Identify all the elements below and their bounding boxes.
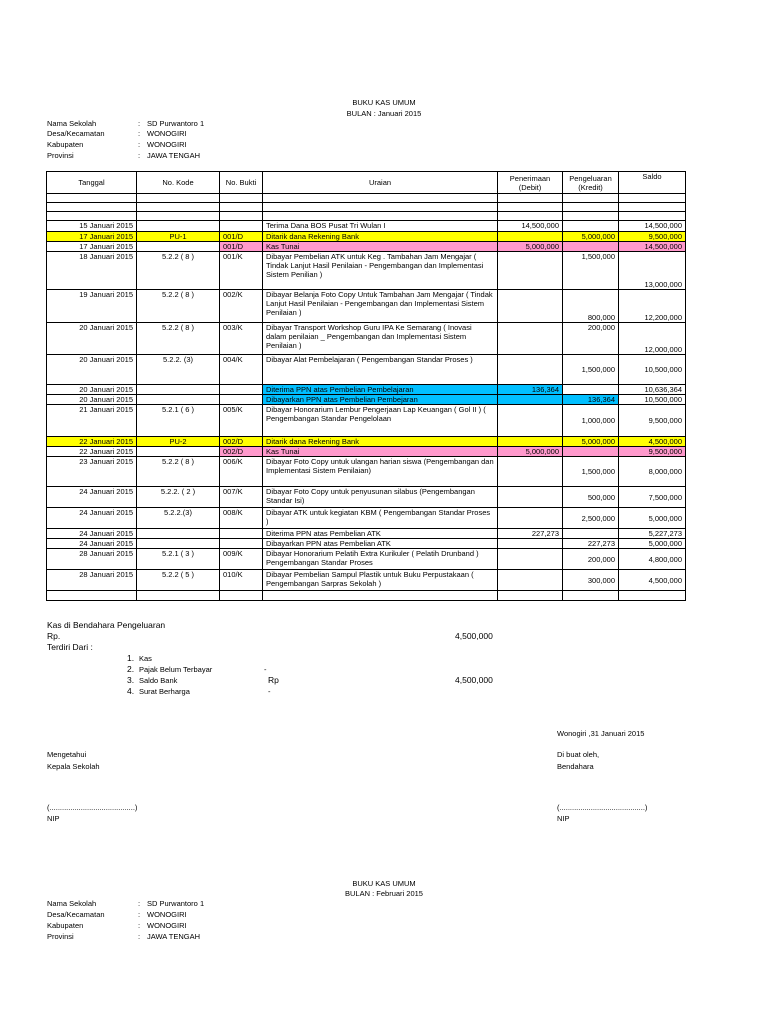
cell-kode (137, 529, 220, 539)
header-kredit: Pengeluaran (Kredit) (563, 172, 619, 194)
info-value: WONOGIRI (147, 910, 187, 919)
info-label: Desa/Kecamatan (47, 129, 105, 138)
cell-tanggal: 20 Januari 2015 (47, 385, 137, 395)
cell-saldo: 5,227,273 (619, 529, 686, 539)
cell-kode: 5.2.2.(3) (137, 508, 220, 529)
cell-saldo: 14,500,000 (619, 242, 686, 252)
table-row (47, 242, 686, 252)
cell-kredit (563, 242, 619, 252)
info-label: Provinsi (47, 151, 74, 160)
page-title-2: BUKU KAS UMUM (352, 879, 416, 888)
cell-tanggal: 15 Januari 2015 (47, 221, 137, 232)
info-colon: : (138, 140, 141, 149)
item-number: 2. (127, 664, 135, 674)
item-number: 1. (127, 653, 135, 663)
cell-kredit: 200,000 (563, 549, 619, 570)
cell-kredit: 1,000,000 (563, 405, 619, 437)
item-mark: - (264, 665, 267, 674)
cell-bukti: 001/D (220, 232, 263, 242)
cell-kode: 5.2.2 ( 8 ) (137, 252, 220, 290)
table-row (47, 487, 686, 508)
info-value: SD Purwantoro 1 (147, 119, 205, 128)
cell-debit (498, 323, 563, 355)
cell-kredit: 1,500,000 (563, 355, 619, 385)
cell-bukti: 004/K (220, 355, 263, 385)
cell-kredit: 800,000 (563, 290, 619, 323)
cell-bukti (220, 529, 263, 539)
cell-debit (498, 549, 563, 570)
cell-tanggal: 24 Januari 2015 (47, 539, 137, 549)
cell-bukti: 002/K (220, 290, 263, 323)
table-row (47, 508, 686, 529)
cell-bukti (220, 395, 263, 405)
item-mark: Rp (268, 675, 279, 685)
cell-uraian: Dibayar Pembelian ATK untuk Keg . Tambahan Jam Mengajar ( Tindak Lanjut Hasil Penilaian - Pengembangan dan Implementasi Sistem Penilian ) (263, 252, 498, 290)
terdiri-label: Terdiri Dari : (47, 642, 93, 652)
item-mark: - (268, 687, 271, 696)
cell-kode (137, 395, 220, 405)
table-row (47, 570, 686, 591)
cell-saldo: 12,200,000 (619, 290, 686, 323)
cell-tanggal: 20 Januari 2015 (47, 355, 137, 385)
cell-debit (498, 290, 563, 323)
page-month-2: BULAN : Februari 2015 (345, 889, 423, 898)
cell-kredit (563, 529, 619, 539)
info-value: WONOGIRI (147, 921, 187, 930)
cell-bukti: 002/D (220, 447, 263, 457)
table-row-empty (47, 203, 686, 212)
cell-saldo: 10,500,000 (619, 395, 686, 405)
cell-kredit: 200,000 (563, 323, 619, 355)
cell-uraian: Dibayar ATK untuk kegiatan KBM ( Pengembangan Standar Proses ) (263, 508, 498, 529)
kepala-sekolah-label: Kepala Sekolah (47, 762, 100, 771)
cell-bukti: 001/K (220, 252, 263, 290)
cell-kredit (563, 447, 619, 457)
cell-kredit (563, 385, 619, 395)
table-row (47, 539, 686, 549)
ledger-table (46, 171, 686, 601)
cell-saldo: 10,636,364 (619, 385, 686, 395)
item-label: Surat Berharga (139, 687, 190, 696)
info-colon: : (138, 899, 141, 908)
cell-saldo: 4,500,000 (619, 437, 686, 447)
info-colon: : (138, 910, 141, 919)
cell-saldo: 7,500,000 (619, 487, 686, 508)
table-row (47, 457, 686, 487)
cell-debit (498, 487, 563, 508)
table-row (47, 395, 686, 405)
cell-kode: PU-1 (137, 232, 220, 242)
mengetahui-label: Mengetahui (47, 750, 87, 759)
header-kode: No. Kode (137, 172, 220, 194)
nip-right: NIP (557, 814, 570, 823)
cell-bukti: 006/K (220, 457, 263, 487)
table-row (47, 437, 686, 447)
cell-tanggal: 22 Januari 2015 (47, 437, 137, 447)
kas-label: Kas di Bendahara Pengeluaran (47, 620, 166, 630)
cell-tanggal: 17 Januari 2015 (47, 232, 137, 242)
cell-saldo: 14,500,000 (619, 221, 686, 232)
table-row (47, 290, 686, 323)
cell-saldo: 4,800,000 (619, 549, 686, 570)
info-colon: : (138, 921, 141, 930)
cell-bukti: 010/K (220, 570, 263, 591)
signature-line-left: (.........................................) (47, 803, 138, 812)
item-label: Pajak Belum Terbayar (139, 665, 213, 674)
cell-debit: 14,500,000 (498, 221, 563, 232)
cell-debit (498, 232, 563, 242)
cell-saldo: 9,500,000 (619, 405, 686, 437)
cell-kode: 5.2.2. (3) (137, 355, 220, 385)
info-colon: : (138, 129, 141, 138)
cell-tanggal: 20 Januari 2015 (47, 395, 137, 405)
cell-uraian: Dibayar Pembelian Sampul Plastik untuk Buku Perpustakaan ( Pengembangan Sarpras Sekolah ) (263, 570, 498, 591)
info-colon: : (138, 932, 141, 941)
cell-uraian: Ditarik dana Rekening Bank (263, 437, 498, 447)
cell-kode: 5.2.2 ( 8 ) (137, 290, 220, 323)
cell-bukti (220, 539, 263, 549)
table-row (47, 549, 686, 570)
info-value: WONOGIRI (147, 140, 187, 149)
cell-kode: PU-2 (137, 437, 220, 447)
cell-debit: 5,000,000 (498, 447, 563, 457)
cell-saldo: 10,500,000 (619, 355, 686, 385)
place-date: Wonogiri ,31 Januari 2015 (557, 729, 645, 738)
cell-bukti: 009/K (220, 549, 263, 570)
rp-value: 4,500,000 (455, 631, 493, 641)
table-row-empty (47, 591, 686, 601)
cell-saldo: 9,500,000 (619, 232, 686, 242)
cell-debit: 136,364 (498, 385, 563, 395)
table-row (47, 529, 686, 539)
info-colon: : (138, 119, 141, 128)
cell-saldo: 8,000,000 (619, 457, 686, 487)
cell-tanggal: 20 Januari 2015 (47, 323, 137, 355)
cell-kode: 5.2.1 ( 6 ) (137, 405, 220, 437)
cell-debit (498, 252, 563, 290)
cell-kode: 5.2.1 ( 3 ) (137, 549, 220, 570)
info-label: Nama Sekolah (47, 899, 97, 908)
cell-kode (137, 447, 220, 457)
cell-tanggal: 28 Januari 2015 (47, 549, 137, 570)
cell-tanggal: 18 Januari 2015 (47, 252, 137, 290)
cell-bukti: 003/K (220, 323, 263, 355)
cell-kredit: 136,364 (563, 395, 619, 405)
cell-kredit (563, 221, 619, 232)
cell-kode: 5.2.2. ( 2 ) (137, 487, 220, 508)
cell-kode (137, 539, 220, 549)
cell-kredit: 5,000,000 (563, 232, 619, 242)
cell-debit (498, 395, 563, 405)
cell-uraian: Diterima PPN atas Pembelian ATK (263, 529, 498, 539)
cell-uraian: Dibayar Belanja Foto Copy Untuk Tambahan Jam Mengajar ( Tindak Lanjut Hasil Penilaian - Pengembangan dan Implementasi Sistem Penilaian ) (263, 290, 498, 323)
cell-tanggal: 21 Januari 2015 (47, 405, 137, 437)
cell-tanggal: 28 Januari 2015 (47, 570, 137, 591)
cell-uraian: Dibayar Honorarium Lembur Pengerjaan Lap Keuangan ( Gol II ) ( Pengembangan Standar Pengelolaan (263, 405, 498, 437)
table-row (47, 355, 686, 385)
cell-uraian: Dibayar Alat Pembelajaran ( Pengembangan Standar Proses ) (263, 355, 498, 385)
cell-bukti (220, 385, 263, 395)
info-label: Kabupaten (47, 140, 84, 149)
cell-kode (137, 385, 220, 395)
cell-bukti: 008/K (220, 508, 263, 529)
info-label: Kabupaten (47, 921, 84, 930)
info-label: Nama Sekolah (47, 119, 97, 128)
cell-uraian: Dibayar Foto Copy untuk penyusunan silabus (Pengembangan Standar Isi) (263, 487, 498, 508)
cell-debit (498, 570, 563, 591)
table-row (47, 323, 686, 355)
cell-kode: 5.2.2 ( 8 ) (137, 323, 220, 355)
cell-saldo: 5,000,000 (619, 508, 686, 529)
info-colon: : (138, 151, 141, 160)
cell-uraian: Dibayarkan PPN atas Pembelian Pembejaran (263, 395, 498, 405)
page-month: BULAN : Januari 2015 (346, 109, 422, 118)
cell-debit (498, 355, 563, 385)
cell-kredit: 1,500,000 (563, 252, 619, 290)
cell-kredit: 227,273 (563, 539, 619, 549)
cell-bukti: 005/K (220, 405, 263, 437)
info-value: WONOGIRI (147, 129, 187, 138)
header-saldo: Saldo (619, 172, 686, 194)
info-label: Provinsi (47, 932, 74, 941)
cell-kode (137, 221, 220, 232)
cell-kode: 5.2.2 ( 5 ) (137, 570, 220, 591)
cell-uraian: Diterima PPN atas Pembelian Pembelajaran (263, 385, 498, 395)
cell-saldo: 4,500,000 (619, 570, 686, 591)
item-number: 3. (127, 675, 135, 685)
cell-saldo: 5,000,000 (619, 539, 686, 549)
info-label: Desa/Kecamatan (47, 910, 105, 919)
cell-kode: 5.2.2 ( 8 ) (137, 457, 220, 487)
table-row (47, 232, 686, 242)
cell-tanggal: 24 Januari 2015 (47, 508, 137, 529)
rp-label: Rp. (47, 631, 61, 641)
cell-debit: 5,000,000 (498, 242, 563, 252)
cell-debit: 227,273 (498, 529, 563, 539)
table-header (47, 172, 686, 194)
info-value: JAWA TENGAH (147, 151, 201, 160)
cell-uraian: Dibayar Honorarium Pelatih Extra Kurikuler ( Pelatih Drunband ) Pengembangan Standar Proses (263, 549, 498, 570)
page-title: BUKU KAS UMUM (352, 98, 416, 107)
cell-uraian: Kas Tunai (263, 447, 498, 457)
bendahara-label: Bendahara (557, 762, 594, 771)
cell-tanggal: 24 Januari 2015 (47, 529, 137, 539)
cell-tanggal: 19 Januari 2015 (47, 290, 137, 323)
cell-kredit: 5,000,000 (563, 437, 619, 447)
table-row (47, 405, 686, 437)
cell-debit (498, 437, 563, 447)
cell-debit (498, 539, 563, 549)
cell-bukti: 007/K (220, 487, 263, 508)
cell-kredit: 1,500,000 (563, 457, 619, 487)
item-number: 4. (127, 686, 135, 696)
cell-bukti (220, 221, 263, 232)
table-row-empty (47, 212, 686, 221)
cell-uraian: Kas Tunai (263, 242, 498, 252)
cell-uraian: Dibayar Foto Copy untuk ulangan harian siswa (Pengembangan dan Implementasi Sistem Penilaian) (263, 457, 498, 487)
cell-uraian: Terima Dana BOS Pusat Tri Wulan I (263, 221, 498, 232)
cell-bukti: 002/D (220, 437, 263, 447)
table-row (47, 447, 686, 457)
cell-saldo: 13,000,000 (619, 252, 686, 290)
cell-debit (498, 405, 563, 437)
header-tanggal: Tanggal (47, 172, 137, 194)
cell-tanggal: 24 Januari 2015 (47, 487, 137, 508)
table-row (47, 252, 686, 290)
header-bukti: No. Bukti (220, 172, 263, 194)
cell-kredit: 500,000 (563, 487, 619, 508)
cell-debit (498, 508, 563, 529)
cell-uraian: Dibayarkan PPN atas Pembelian ATK (263, 539, 498, 549)
info-value: JAWA TENGAH (147, 932, 201, 941)
cell-tanggal: 23 Januari 2015 (47, 457, 137, 487)
table-row (47, 221, 686, 232)
cell-tanggal: 22 Januari 2015 (47, 447, 137, 457)
cell-kredit: 300,000 (563, 570, 619, 591)
table-row (47, 385, 686, 395)
cell-debit (498, 457, 563, 487)
cell-uraian: Ditarik dana Rekening Bank (263, 232, 498, 242)
cell-kode (137, 242, 220, 252)
table-row-empty (47, 194, 686, 203)
cell-saldo: 12,000,000 (619, 323, 686, 355)
cell-saldo: 9,500,000 (619, 447, 686, 457)
header-debit: Penerimaan (Debit) (498, 172, 563, 194)
cell-kredit: 2,500,000 (563, 508, 619, 529)
cell-uraian: Dibayar Transport Workshop Guru IPA Ke Semarang ( Inovasi dalam penilaian _ Pengembangan dan Implementasi Sistem Penilaian ) (263, 323, 498, 355)
cell-bukti: 001/D (220, 242, 263, 252)
cell-tanggal: 17 Januari 2015 (47, 242, 137, 252)
dibuat-oleh-label: Di buat oleh, (557, 750, 600, 759)
nip-left: NIP (47, 814, 60, 823)
signature-line-right: (.........................................) (557, 803, 648, 812)
header-uraian: Uraian (263, 172, 498, 194)
item-label: Kas (139, 654, 152, 663)
info-value: SD Purwantoro 1 (147, 899, 205, 908)
item-label: Saldo Bank (139, 676, 178, 685)
item-value: 4,500,000 (455, 675, 493, 685)
